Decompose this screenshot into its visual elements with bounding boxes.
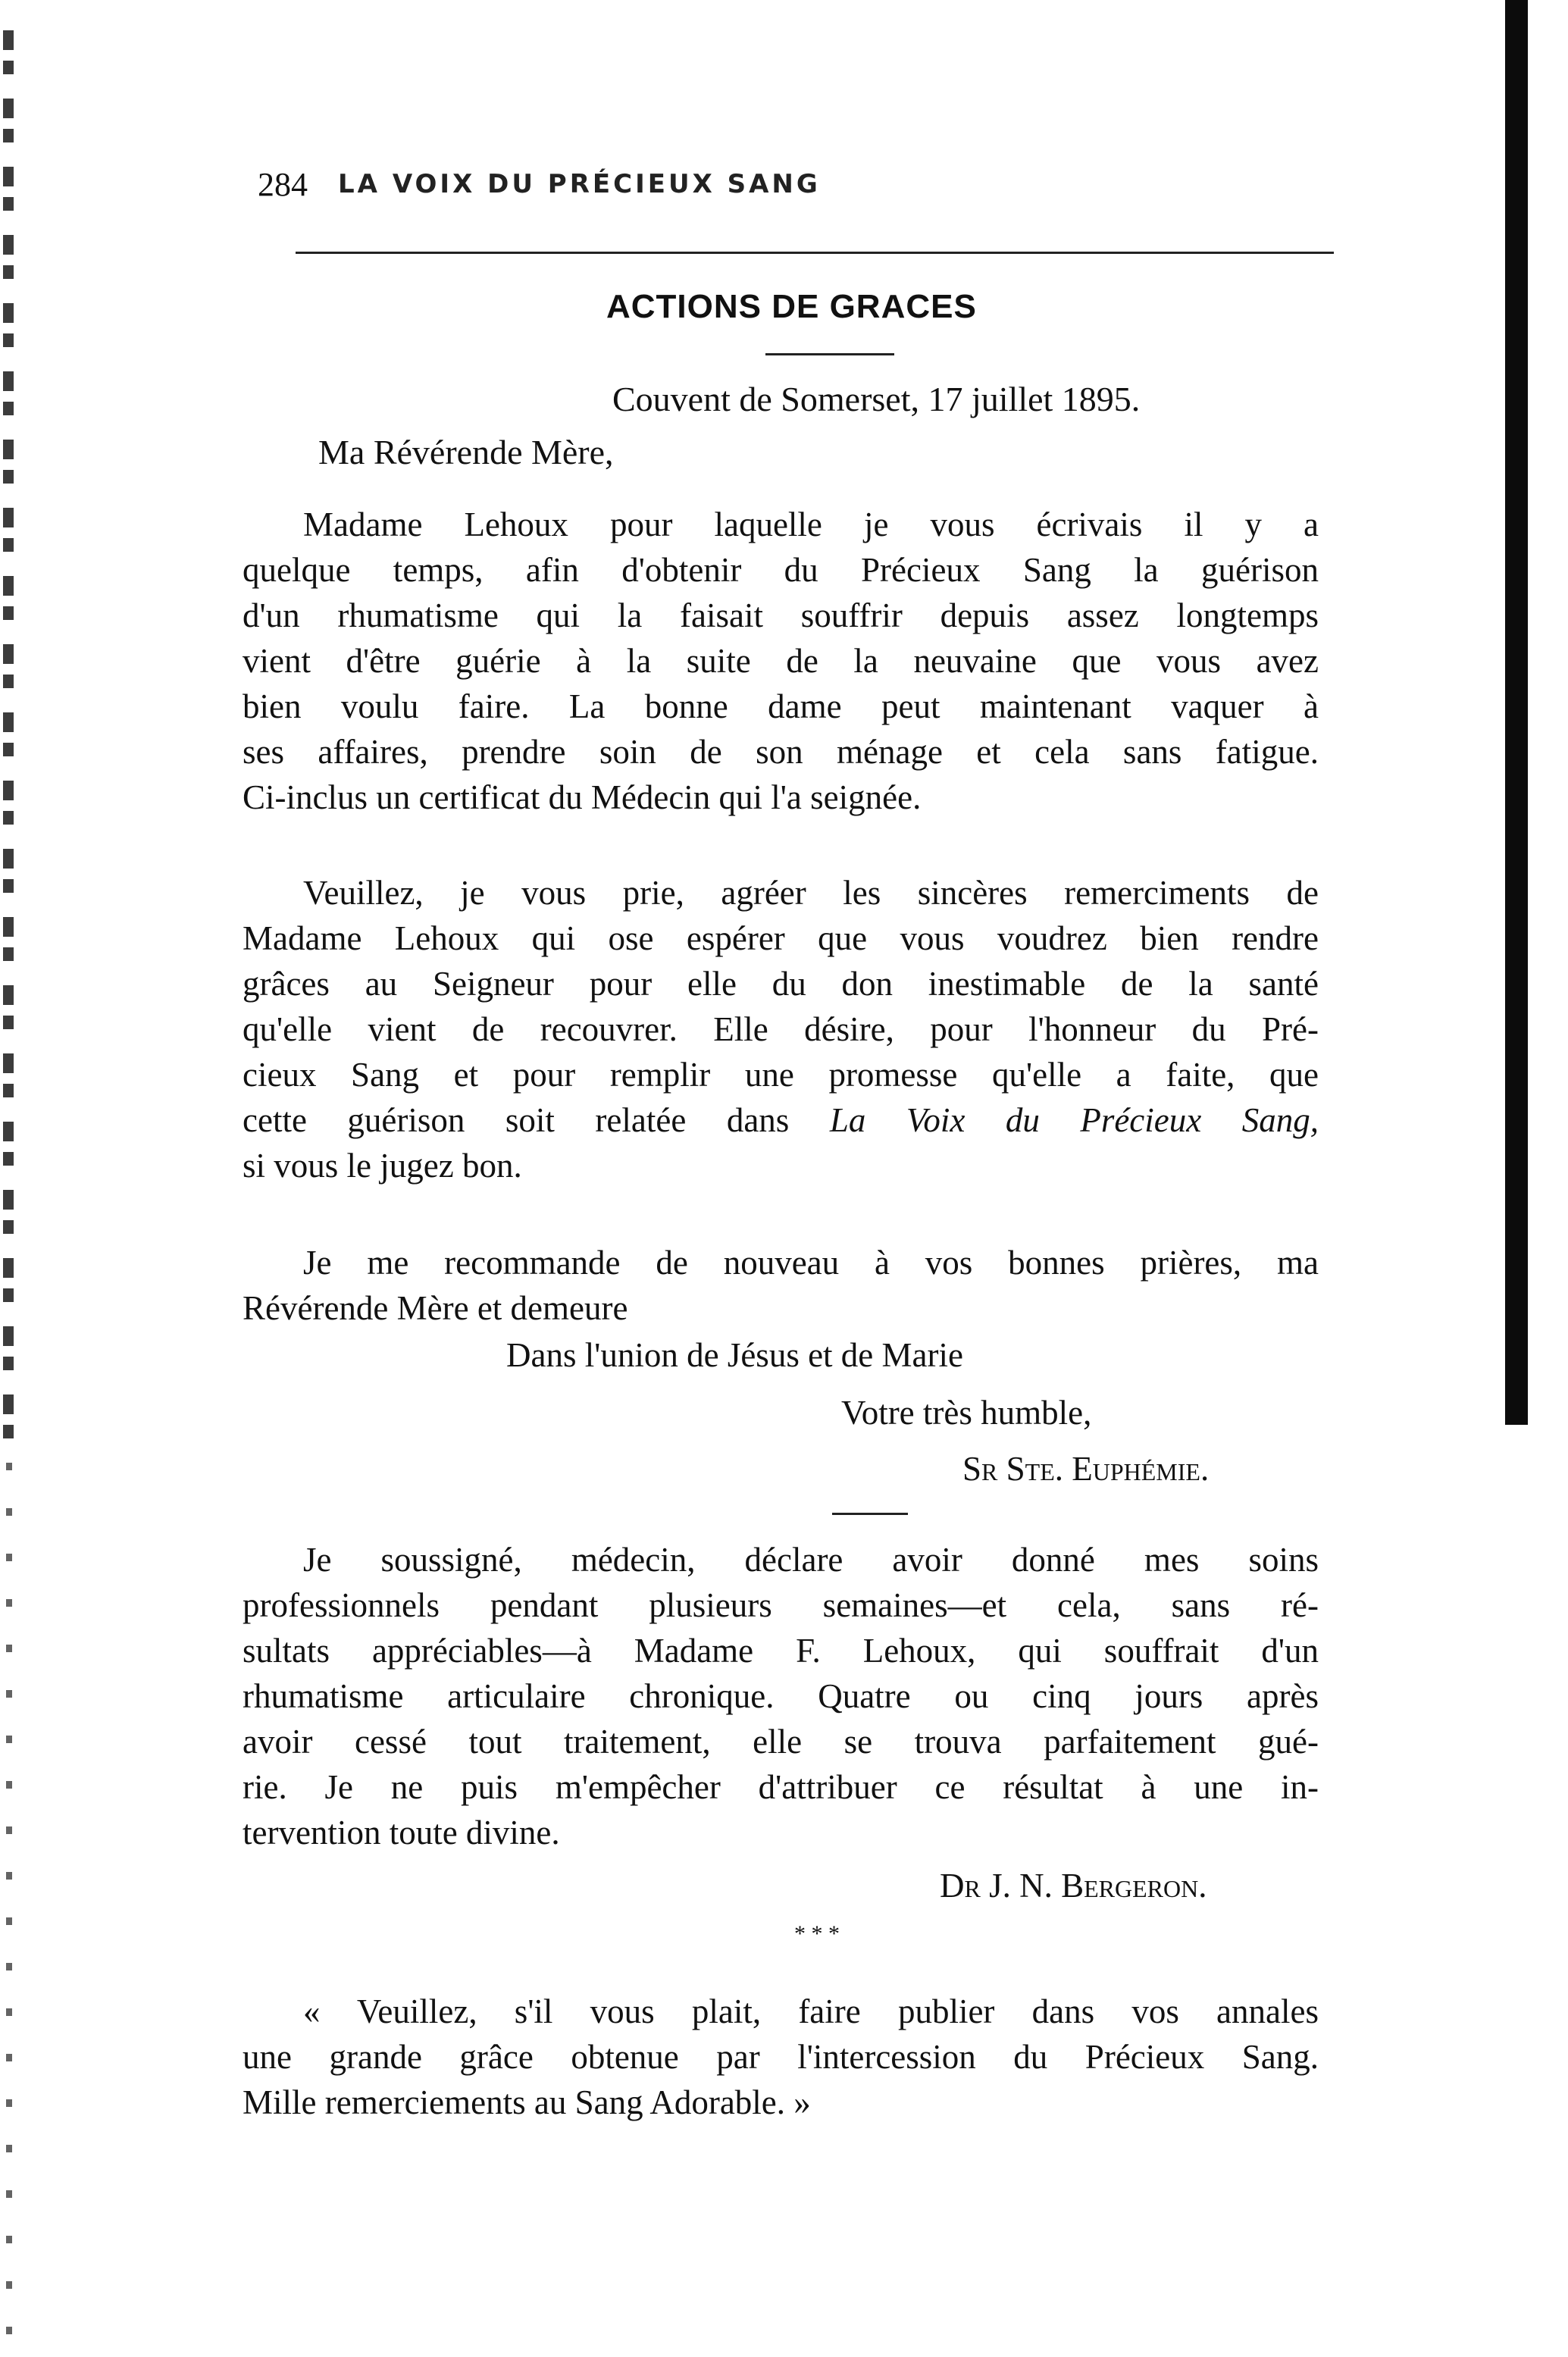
text-line: ses affaires, prendre soin de son ménage et cela sans fatigue. — [243, 733, 1319, 771]
text-line: sultats appréciables—à Madame F. Lehoux, qui souffrait d'un — [243, 1632, 1319, 1670]
text-line: « Veuillez, s'il vous plait, faire publier dans vos annales — [303, 1992, 1319, 2030]
scan-edge-left — [3, 30, 14, 1440]
text-line: Veuillez, je vous prie, agréer les sincères remerciments de — [303, 874, 1319, 912]
asterism: * * * — [794, 1921, 840, 1946]
text-line: cieux Sang et pour remplir une promesse qu'elle a faite, que — [243, 1056, 1319, 1094]
text-line: une grande grâce obtenue par l'intercession du Précieux Sang. — [243, 2038, 1319, 2076]
title-divider — [765, 353, 894, 355]
page-number: 284 — [258, 165, 308, 203]
letter-closing-1: Dans l'union de Jésus et de Marie — [506, 1336, 963, 1374]
text-line: vient d'être guérie à la suite de la neuvaine que vous avez — [243, 642, 1319, 680]
text-line: rie. Je ne puis m'empêcher d'attribuer ce résultat à une in- — [243, 1768, 1319, 1806]
letter-paragraph-2 — [243, 870, 1319, 1188]
text-line: d'un rhumatisme qui la faisait souffrir depuis assez longtemps — [243, 596, 1319, 634]
scan-edge-right — [1505, 0, 1528, 1425]
text-line: Je me recommande de nouveau à vos bonnes prières, ma — [303, 1244, 1319, 1282]
text-line: Révérende Mère et demeure — [243, 1289, 628, 1327]
text-line: tervention toute divine. — [243, 1814, 560, 1851]
letter-closing-2: Votre très humble, — [841, 1394, 1092, 1432]
letter-dateline: Couvent de Somerset, 17 juillet 1895. — [612, 380, 1141, 418]
running-head: LA VOIX DU PRÉCIEUX SANG — [338, 169, 821, 199]
letter-2 — [243, 1989, 1319, 2125]
page-header — [258, 158, 1334, 211]
letter-paragraph-3 — [243, 1240, 1319, 1331]
letter-paragraph-1 — [243, 502, 1319, 820]
doctor-signature: Dr J. N. Bergeron. — [940, 1867, 1207, 1905]
section-title: ACTIONS DE GRACES — [606, 288, 977, 325]
header-rule — [296, 252, 1334, 254]
text-run: cette guérison soit relatée dans — [243, 1101, 830, 1139]
text-line: si vous le jugez bon. — [243, 1147, 522, 1185]
section-divider — [832, 1513, 908, 1515]
letter-signature: Sr Ste. Euphémie. — [962, 1450, 1210, 1488]
text-line: qu'elle vient de recouvrer. Elle désire, pour l'honneur du Pré- — [243, 1010, 1319, 1048]
text-line: Je soussigné, médecin, déclare avoir donné mes soins — [303, 1541, 1319, 1579]
scan-edge-left-lower — [6, 1463, 12, 2334]
text-line: bien voulu faire. La bonne dame peut maintenant vaquer à — [243, 687, 1319, 725]
text-line: Ci-inclus un certificat du Médecin qui l'a seignée. — [243, 778, 922, 816]
journal-title: La Voix du Précieux Sang, — [829, 1101, 1319, 1139]
text-line: Madame Lehoux qui ose espérer que vous voudrez bien rendre — [243, 919, 1319, 957]
text-line: quelque temps, afin d'obtenir du Précieux Sang la guérison — [243, 551, 1319, 589]
text-line: rhumatisme articulaire chronique. Quatre ou cinq jours après — [243, 1677, 1319, 1715]
letter-salutation: Ma Révérende Mère, — [318, 433, 614, 471]
text-line: grâces au Seigneur pour elle du don inestimable de la santé — [243, 965, 1319, 1003]
text-line: professionnels pendant plusieurs semaines—et cela, sans ré- — [243, 1586, 1319, 1624]
doctor-certificate — [243, 1537, 1319, 1855]
text-line: Madame Lehoux pour laquelle je vous écrivais il y a — [303, 506, 1319, 543]
text-line: avoir cessé tout traitement, elle se trouva parfaitement gué- — [243, 1723, 1319, 1761]
text-line — [243, 1097, 1319, 1143]
text-line: Mille remerciements au Sang Adorable. » — [243, 2083, 811, 2121]
